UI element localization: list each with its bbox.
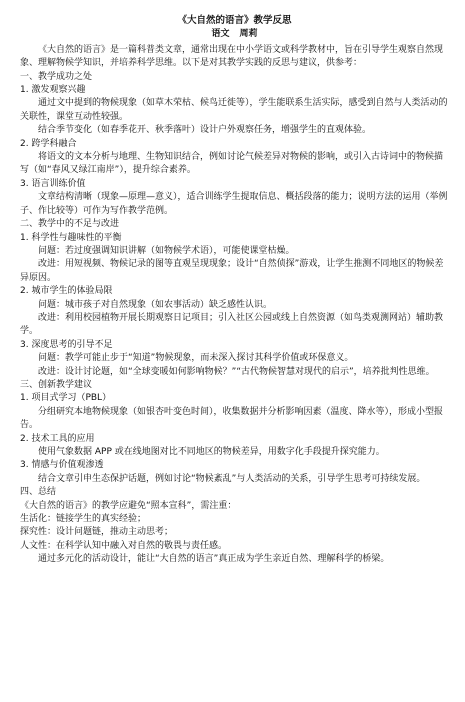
document-title: 《大自然的语言》教学反思 [177, 15, 292, 26]
subsection-heading: 2. 跨学科融合 [20, 138, 77, 149]
section-heading: 三、创新教学建议 [20, 379, 93, 390]
body-paragraph: 结合文章引申生态保护话题，例如讨论“物候紊乱”与人类活动的关系，引导学生思考可持续发展。 [38, 473, 426, 484]
subsection-heading: 3. 语言训练价值 [20, 178, 86, 189]
body-paragraph: 通过文中提到的物候现象（如草木荣枯、候鸟迁徙等），学生能联系生活实际，感受到自然与人类活动的关联性，课堂互动性较强。 [20, 98, 448, 122]
author-line [20, 28, 449, 41]
body-paragraph: 结合季节变化（如春季花开、秋季落叶）设计户外观察任务，增强学生的直观体验。 [38, 125, 372, 136]
section-heading: 二、教学中的不足与改进 [20, 219, 120, 230]
problem-text: 问题：若过度强调知识讲解（如物候学术语），可能使课堂枯燥。 [38, 245, 295, 256]
subsection-heading: 2. 技术工具的应用 [20, 433, 95, 444]
section-heading: 一、教学成功之处 [20, 71, 93, 82]
problem-text: 问题：城市孩子对自然现象（如农事活动）缺乏感性认识。 [38, 299, 273, 310]
intro-paragraph: 《大自然的语言》是一篇科普类文章，通常出现在中小学语文或科学教材中，旨在引导学生观察自然现象、理解物候学知识，并培养科学思维。以下是对其教学实践的反思与建议，供参考： [20, 44, 444, 69]
subsection-heading: 1. 激发观察兴趣 [20, 85, 86, 96]
improvement-text: 改进：用短视频、物候记录的图等直观呈现现象；设计“自然侦探”游戏，让学生推测不同地区的物候差异原因。 [20, 259, 444, 283]
summary-list-item: 人文性：在科学认知中融入对自然的敬畏与责任感。 [20, 540, 228, 551]
body-paragraph: 使用气象数据 APP 或在线地图对比不同地区的物候差异，用数字化手段提升探究能力。 [38, 447, 385, 457]
summary-paragraph: 《大自然的语言》的教学应避免“照本宣科”，需注重： [20, 500, 237, 511]
body-paragraph: 分组研究本地物候现象（如银杏叶变色时间），收集数据并分析影响因素（温度、降水等），形成小型报告。 [20, 406, 444, 431]
body-paragraph: 文章结构清晰（现象—原理—意义），适合训练学生提取信息、概括段落的能力；说明方法的运用（举例子、作比较等）可作为写作教学范例。 [20, 192, 448, 216]
closing-paragraph: 通过多元化的活动设计，能让“大自然的语言”真正成为学生亲近自然、理解科学的桥梁。 [38, 554, 390, 565]
author-subject: 语文 [211, 29, 230, 40]
summary-list-item: 生活化：链接学生的真实经验； [20, 514, 147, 525]
summary-list-item: 探究性：设计问题链，推动主动思考； [20, 527, 174, 538]
subsection-heading: 1. 科学性与趣味性的平衡 [20, 232, 122, 243]
author-name: 周莉 [239, 29, 258, 40]
section-heading: 四、总结 [20, 487, 57, 498]
subsection-heading: 3. 情感与价值观渗透 [20, 460, 104, 471]
problem-text: 问题：教学可能止步于“知道”物候现象，而未深入探讨其科学价值或环保意义。 [38, 353, 354, 364]
subsection-heading: 1. 项目式学习（PBL） [20, 393, 112, 404]
improvement-text: 改进：利用校园植物开展长期观察日记项目；引入社区公园或线上自然资源（如鸟类观测网站）辅助教学。 [20, 312, 444, 337]
body-paragraph: 将语文的文本分析与地理、生物知识结合，例如讨论气候差异对物候的影响，或引入古诗词中的物候描写（如“春风又绿江南岸”），提升综合素养。 [20, 152, 444, 176]
improvement-text: 改进：设计讨论题，如“全球变暖如何影响物候？”“古代物候智慧对现代的启示”，培养批判性思维。 [38, 366, 435, 377]
subsection-heading: 3. 深度思考的引导不足 [20, 339, 113, 350]
subsection-heading: 2. 城市学生的体验局限 [20, 286, 113, 297]
